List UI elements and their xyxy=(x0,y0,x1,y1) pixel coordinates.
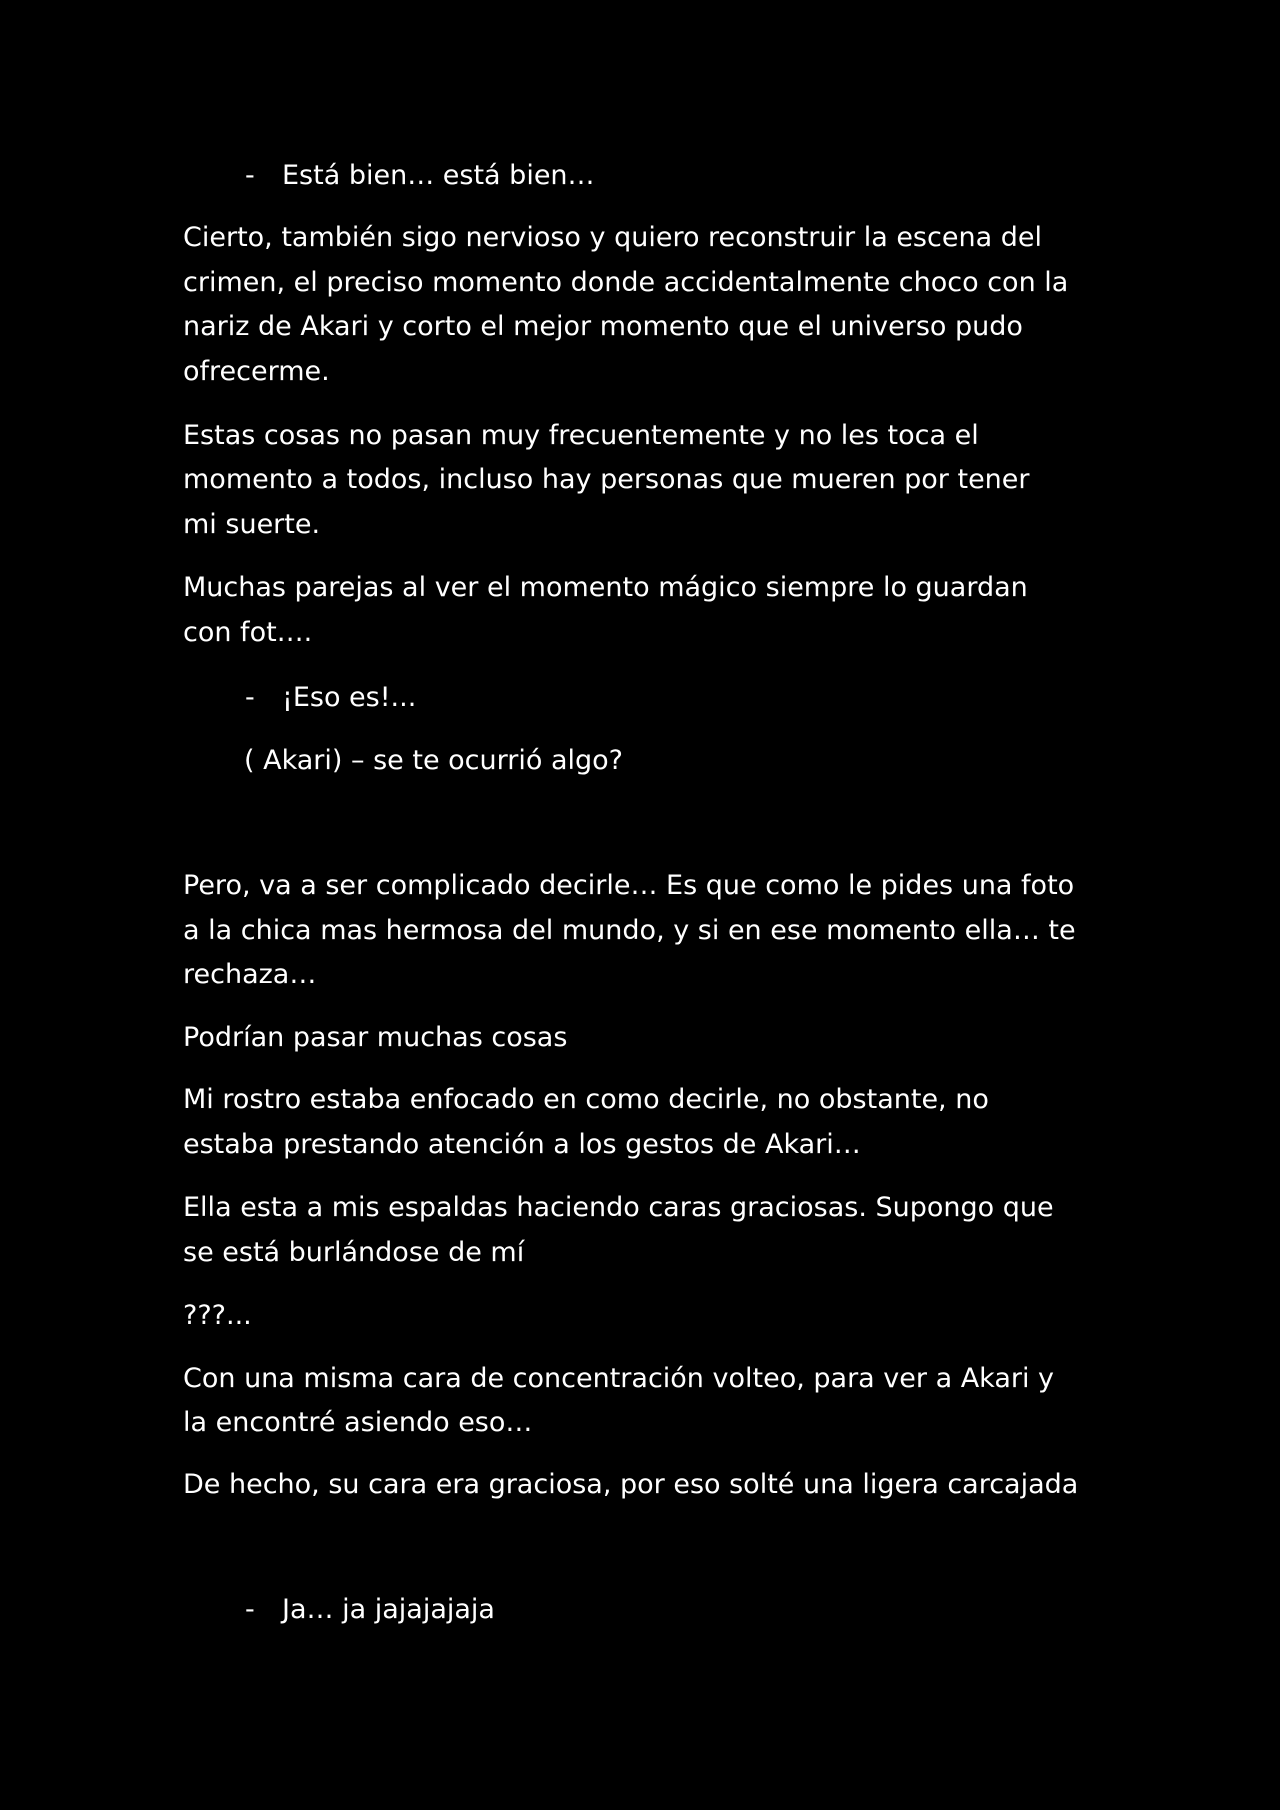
paragraph-line: rechaza… xyxy=(183,959,317,990)
paragraph-line: la encontré asiendo eso… xyxy=(183,1407,533,1438)
paragraph-line: De hecho, su cara era graciosa, por eso solté una ligera carcajada xyxy=(183,1469,1079,1500)
paragraph-line: Con una misma cara de concentración volteo, para ver a Akari y xyxy=(183,1363,1055,1394)
dialogue-line: ¡Eso es!... xyxy=(282,682,417,713)
paragraph-line: Mi rostro estaba enfocado en como decirle, no obstante, no xyxy=(183,1084,989,1115)
dialogue-line: Está bien… está bien… xyxy=(282,160,595,191)
paragraph-line: mi suerte. xyxy=(183,509,321,540)
paragraph-line: Estas cosas no pasan muy frecuentemente y no les toca el xyxy=(183,420,979,451)
paragraph-line: momento a todos, incluso hay personas que mueren por tener xyxy=(183,464,1030,495)
dialogue-dash: - xyxy=(245,1594,255,1625)
paragraph-line: ???... xyxy=(183,1300,252,1331)
paragraph-line: ofrecerme. xyxy=(183,356,330,387)
paragraph-line: Podrían pasar muchas cosas xyxy=(183,1022,568,1053)
paragraph-line: Ella esta a mis espaldas haciendo caras graciosas. Supongo que xyxy=(183,1192,1054,1223)
dialogue-dash: - xyxy=(245,160,255,191)
speaker-line-akari: ( Akari) – se te ocurrió algo? xyxy=(244,745,623,776)
paragraph-line: crimen, el preciso momento donde accidentalmente choco con la xyxy=(183,267,1069,298)
dialogue-dash: - xyxy=(245,682,255,713)
paragraph-line: a la chica mas hermosa del mundo, y si en ese momento ella… te xyxy=(183,915,1076,946)
paragraph-line: se está burlándose de mí xyxy=(183,1237,525,1268)
paragraph-line: Muchas parejas al ver el momento mágico siempre lo guardan xyxy=(183,572,1028,603)
paragraph-line: Pero, va a ser complicado decirle… Es que como le pides una foto xyxy=(183,870,1075,901)
paragraph-line: con fot…. xyxy=(183,617,313,648)
paragraph-line: Cierto, también sigo nervioso y quiero reconstruir la escena del xyxy=(183,222,1042,253)
paragraph-line: nariz de Akari y corto el mejor momento que el universo pudo xyxy=(183,311,1023,342)
paragraph-line: estaba prestando atención a los gestos de Akari… xyxy=(183,1129,861,1160)
dialogue-line: Ja… ja jajajajaja xyxy=(282,1594,495,1625)
